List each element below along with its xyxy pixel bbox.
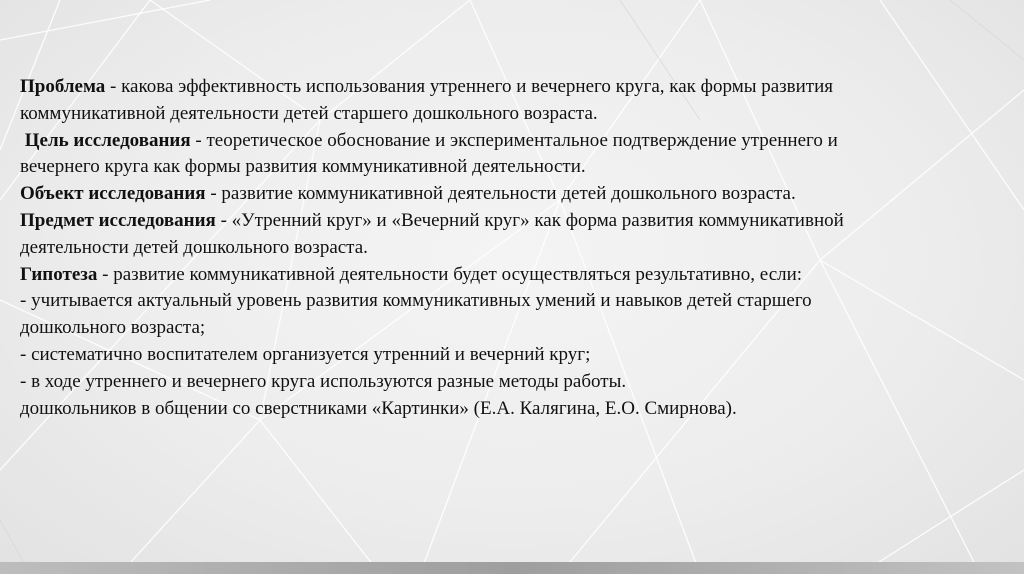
- hypothesis-item-3: - в ходе утреннего и вечернего круга используются разные методы работы.: [20, 370, 627, 392]
- hypothesis-trailing-line: дошкольников в общении со сверстниками «Картинки» (Е.А. Калягина, Е.О. Смирнова).: [20, 397, 737, 419]
- hypothesis-label: Гипотеза: [20, 263, 98, 285]
- subject-label: Предмет исследования: [20, 209, 216, 231]
- object-line-1: [20, 181, 1020, 208]
- goal-label: Цель исследования: [24, 129, 191, 151]
- problem-label: Проблема: [20, 76, 106, 97]
- goal-line-1: [20, 128, 1020, 155]
- problem-text: - какова эффективность использования утреннего и вечернего круга, как формы развития: [105, 76, 834, 97]
- hypothesis-item-1-line-1: - учитывается актуальный уровень развития коммуникативных умений и навыков детей старшего: [20, 290, 812, 312]
- hypothesis-text: - развитие коммуникативной деятельности будет осуществляться результативно, если:: [97, 263, 803, 285]
- problem-line-2: коммуникативной деятельности детей старшего дошкольного возраста.: [20, 102, 598, 124]
- subject-line-2: деятельности детей дошкольного возраста.: [20, 236, 368, 258]
- hypothesis-item-1-line-2: дошкольного возраста;: [20, 317, 206, 339]
- slide-body-text: [20, 74, 1020, 422]
- goal-line-2: вечернего круга как формы развития коммуникативной деятельности.: [20, 156, 586, 178]
- object-label: Объект исследования: [20, 183, 206, 205]
- subject-line-1: [20, 208, 1020, 235]
- subject-text: - «Утренний круг» и «Вечерний круг» как форма развития коммуникативной: [215, 209, 844, 231]
- bottom-strip: [0, 562, 1024, 574]
- hypothesis-item-2: - систематично воспитателем организуется утренний и вечерний круг;: [20, 343, 591, 365]
- problem-line-1: [20, 74, 1020, 101]
- hypothesis-line-1: [20, 262, 1020, 289]
- goal-text: - теоретическое обоснование и экспериментальное подтверждение утреннего и: [190, 129, 838, 151]
- object-text: - развитие коммуникативной деятельности детей дошкольного возраста.: [205, 183, 796, 205]
